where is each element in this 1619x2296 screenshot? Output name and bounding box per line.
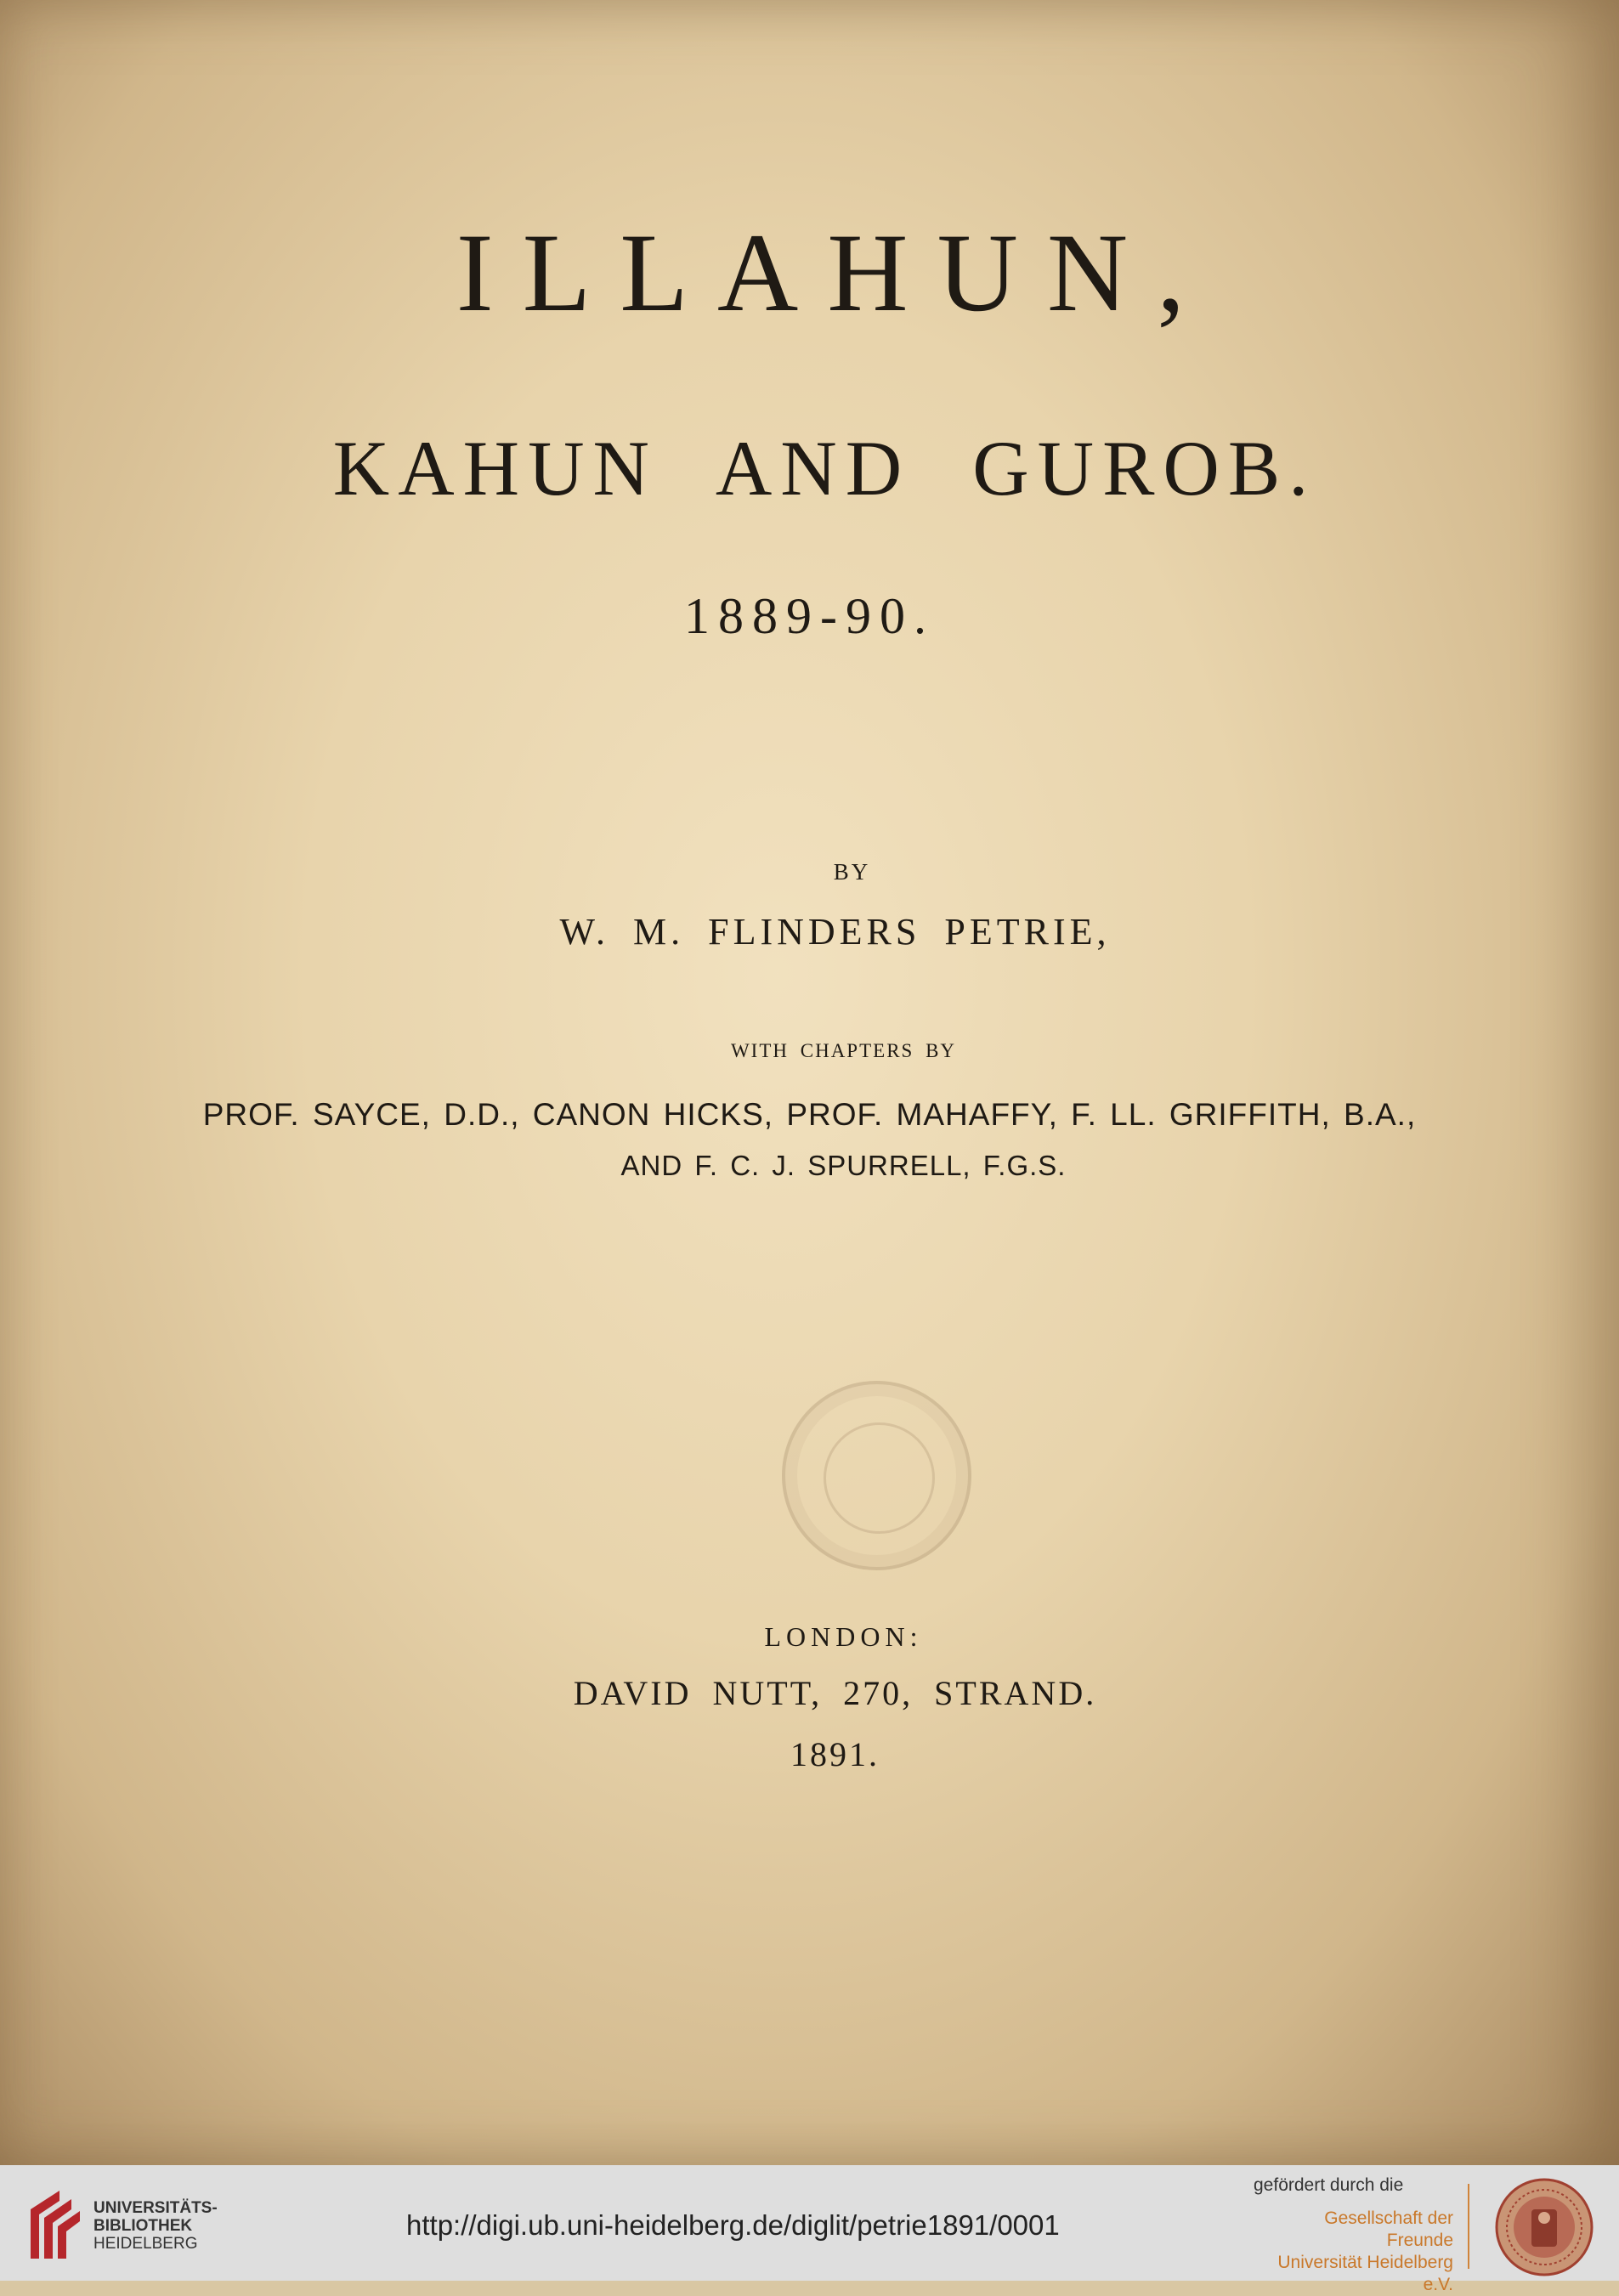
author-name: W. M. FLINDERS PETRIE, [559, 911, 1111, 953]
funded-by-label: gefördert durch die [1254, 2175, 1404, 2195]
excavation-years: 1889-90. [684, 588, 935, 644]
publisher: DAVID NUTT, 270, STRAND. [573, 1674, 1097, 1712]
society-name-line-2: Universität Heidelberg e.V. [1277, 2253, 1453, 2294]
with-chapters-label: WITH CHAPTERS BY [730, 1040, 957, 1061]
library-name-line-1: UNIVERSITÄTS- [93, 2199, 218, 2217]
book-subtitle: KAHUN AND GUROB. [332, 425, 1317, 512]
university-seal-icon [1494, 2177, 1594, 2277]
society-name-line-1: Gesellschaft der Freunde [1324, 2208, 1453, 2250]
publication-place: LONDON: [764, 1621, 923, 1652]
digitization-footer [0, 2165, 1619, 2294]
library-name-line-2: BIBLIOTHEK [93, 2217, 193, 2235]
library-stamp [782, 1381, 971, 1570]
by-label: BY [833, 859, 871, 885]
library-name [93, 2199, 218, 2253]
library-name-line-3: HEIDELBERG [93, 2235, 198, 2253]
footer-divider [1468, 2184, 1469, 2269]
contributors-line-1: PROF. SAYCE, D.D., CANON HICKS, PROF. MAHAFFY, F. LL. GRIFFITH, B.A., [202, 1097, 1417, 1132]
publication-year: 1891. [790, 1735, 880, 1773]
university-library-logo-icon[interactable] [24, 2184, 83, 2262]
digitization-url-link[interactable]: http://digi.ub.uni-heidelberg.de/diglit/petrie1891/0001 [406, 2209, 1060, 2241]
book-title: ILLAHUN, [456, 210, 1214, 335]
sponsor-society-link[interactable] [1256, 2208, 1453, 2296]
contributors-line-2: AND F. C. J. SPURRELL, F.G.S. [620, 1150, 1067, 1181]
library-stamp-center [824, 1422, 935, 1534]
